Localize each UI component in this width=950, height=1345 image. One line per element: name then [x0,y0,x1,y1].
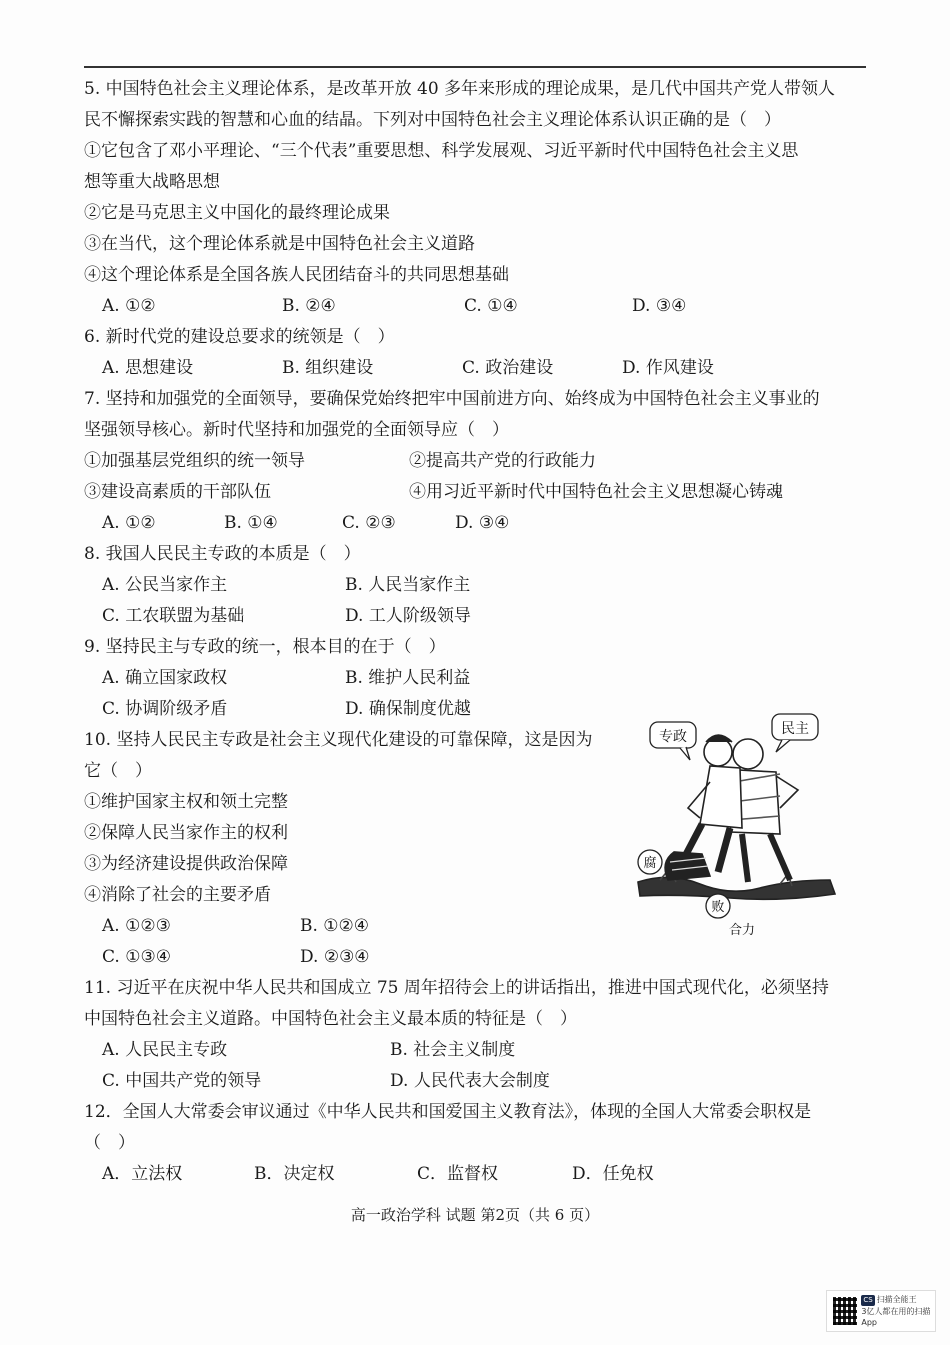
q9-option-b[interactable]: B. 维护人民利益 [345,668,471,688]
q11-stem-line2: 中国特色社会主义道路。中国特色社会主义最本质的特征是（ ） [84,1009,577,1029]
q10-options-row2 [84,942,874,973]
q9-options-row1 [84,663,874,694]
q5-option-d[interactable]: D. ③④ [632,296,687,316]
q7-options [84,508,874,539]
q8-stem: 8. 我国人民民主专政的本质是（ ） [84,544,361,564]
q7-stem-line2: 坚强领导核心。新时代坚持和加强党的全面领导应（ ） [84,420,509,440]
q12-option-b[interactable]: B．决定权 [254,1164,335,1184]
q11-option-d[interactable]: D. 人民代表大会制度 [390,1071,550,1091]
q12-option-c[interactable]: C．监督权 [417,1164,499,1184]
q9-option-c[interactable]: C. 协调阶级矛盾 [102,699,228,719]
q12-option-a[interactable]: A．立法权 [102,1164,183,1184]
char-bai [706,894,730,918]
q11-option-a[interactable]: A. 人民民主专政 [102,1040,228,1060]
q8-options-row1 [84,570,874,601]
q9-option-a[interactable]: A. 确立国家政权 [102,668,228,688]
q5-option-c[interactable]: C. ①④ [464,296,518,316]
char-bai-text: 败 [711,900,725,915]
q6-option-b[interactable]: B. 组织建设 [282,358,374,378]
char-fu-text: 腐 [643,856,657,871]
q12-stem-line1: 12．全国人大常委会审议通过《中华人民共和国爱国主义教育法》，体现的全国人大常委会职权是 [84,1102,812,1122]
q9-option-d[interactable]: D. 确保制度优越 [345,699,471,719]
q11-option-b[interactable]: B. 社会主义制度 [390,1040,516,1060]
q7-statements-row1 [84,446,874,477]
q7-statement-2: ②提高共产党的行政能力 [409,451,596,471]
q5-stem-line1: 5. 中国特色社会主义理论体系，是改革开放 40 多年来形成的理论成果，是几代中国共产党人带领人 [84,79,836,99]
q7-statement-4: ④用习近平新时代中国特色社会主义思想凝心铸魂 [409,482,783,502]
q5-statement-4: ④这个理论体系是全国各族人民团结奋斗的共同思想基础 [84,265,509,285]
scanner-name: 扫描全能王 [876,1295,917,1304]
q10-option-d[interactable]: D. ②③④ [300,947,370,967]
q5-option-a[interactable]: A. ①② [102,296,156,316]
q12-options [84,1159,874,1190]
q12-stem-line2: （ ） [84,1133,135,1153]
page-footer: 高一政治学科 试题 第2页（共 6 页） [350,1206,600,1224]
q10-statement-4: ④消除了社会的主要矛盾 [84,885,271,905]
q7-option-a[interactable]: A. ①② [102,513,156,533]
q10-statement-2: ②保障人民当家作主的权利 [84,823,288,843]
q10-option-c[interactable]: C. ①③④ [102,947,171,967]
q10-stem-line2: 它（ ） [84,761,152,781]
q5-stem-line2: 民不懈探索实践的智慧和心血的结晶。下列对中国特色社会主义理论体系认识正确的是（ ） [84,110,781,130]
label-zhuanzheng [650,722,696,760]
qr-code-icon [833,1297,857,1325]
q11-options-row2 [84,1066,874,1097]
q8-option-b[interactable]: B. 人民当家作主 [345,575,471,595]
q6-option-c[interactable]: C. 政治建设 [462,358,554,378]
top-rule [84,66,866,68]
q5-statement-1a: ①它包含了邓小平理论、“三个代表”重要思想、科学发展观、习近平新时代中国特色社会主义思 [84,141,799,161]
label-left-text: 专政 [659,729,687,745]
q7-stem-line1: 7. 坚持和加强党的全面领导，要确保党始终把牢中国前进方向、始终成为中国特色社会主义事业的 [84,389,820,409]
q5-statement-3: ③在当代，这个理论体系就是中国特色社会主义道路 [84,234,475,254]
q11-options-row1 [84,1035,874,1066]
q10-stem-line1: 10. 坚持人民民主专政是社会主义现代化建设的可靠保障，这是因为 [84,730,593,750]
question-content [84,74,874,1190]
q8-options-row2 [84,601,874,632]
q9-stem: 9. 坚持民主与专政的统一，根本目的在于（ ） [84,637,446,657]
q5-statement-2: ②它是马克思主义中国化的最终理论成果 [84,203,390,223]
q7-option-c[interactable]: C. ②③ [342,513,396,533]
char-fu [638,850,662,874]
q7-statement-3: ③建设高素质的干部队伍 [84,482,271,502]
q7-statement-1: ①加强基层党组织的统一领导 [84,451,305,471]
q8-option-c[interactable]: C. 工农联盟为基础 [102,606,245,626]
scanner-watermark [826,1290,936,1332]
label-minzhu [772,714,818,752]
q12-option-d[interactable]: D．任免权 [572,1164,654,1184]
q8-option-a[interactable]: A. 公民当家作主 [102,575,228,595]
q10-option-b[interactable]: B. ①②④ [300,916,370,936]
q7-option-d[interactable]: D. ③④ [455,513,510,533]
q6-options [84,353,874,384]
q11-stem-line1: 11. 习近平在庆祝中华人民共和国成立 75 周年招待会上的讲话指出，推进中国式现代化，必须坚持 [84,978,829,998]
q7-statements-row2 [84,477,874,508]
q5-statement-1b: 想等重大战略思想 [84,172,220,192]
scanner-badge: CS [863,1296,873,1304]
q10-statement-3: ③为经济建设提供政治保障 [84,854,288,874]
q10-statement-1: ①维护国家主权和领土完整 [84,792,288,812]
q6-option-a[interactable]: A. 思想建设 [102,358,194,378]
scanner-tagline: 3亿人都在用的扫描App [861,1307,931,1327]
label-right-text: 民主 [781,721,809,737]
q5-option-b[interactable]: B. ②④ [282,296,336,316]
q11-option-c[interactable]: C. 中国共产党的领导 [102,1071,262,1091]
cartoon-drawing [638,735,835,899]
q5-options [84,291,874,322]
q7-option-b[interactable]: B. ①④ [224,513,278,533]
q10-cartoon [630,712,845,942]
q6-option-d[interactable]: D. 作风建设 [622,358,714,378]
q8-option-d[interactable]: D. 工人阶级领导 [345,606,471,626]
q6-stem: 6. 新时代党的建设总要求的统领是（ ） [84,327,395,347]
cartoon-caption: 合力 [728,923,756,938]
q10-option-a[interactable]: A. ①②③ [102,916,171,936]
